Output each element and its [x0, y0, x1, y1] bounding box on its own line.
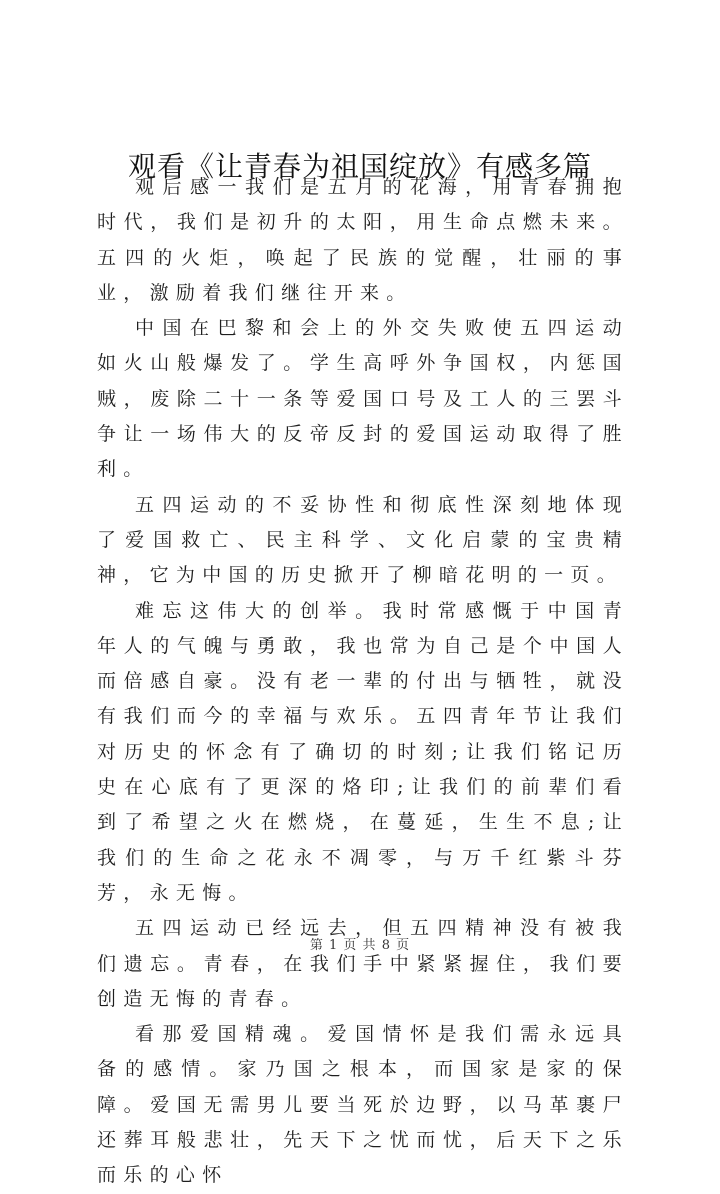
paragraph-3: 五四运动的不妥协性和彻底性深刻地体现了爱国救亡、民主科学、文化启蒙的宝贵精神，它为中国的历史掀开了柳暗花明的一页。: [97, 493, 629, 587]
document-body: [97, 170, 629, 1194]
paragraph-2: 中国在巴黎和会上的外交失败使五四运动如火山般爆发了。学生高呼外争国权，内惩国贼，废除二十一条等爱国口号及工人的三罢斗争让一场伟大的反帝反封的爱国运动取得了胜利。: [97, 317, 629, 481]
document-title: 观看《让青春为祖国绽放》有感多篇: [127, 149, 592, 183]
paragraph-1: 观后感一我们是五月的花海，用青春拥抱时代，我们是初升的太阳，用生命点燃未来。五四的火炬，唤起了民族的觉醒，壮丽的事业，激励着我们继往开来。: [97, 176, 629, 304]
page-number-footer: 第 1 页 共 8 页: [309, 938, 411, 953]
paragraph-5: 五四运动已经远去，但五四精神没有被我们遗忘。青春，在我们手中紧紧握住，我们要创造无悔的青春。: [97, 917, 629, 1010]
paragraph-4: 难忘这伟大的创举。我时常感慨于中国青年人的气魄与勇敢，我也常为自己是个中国人而倍感自豪。没有老一辈的付出与牺牲，就没有我们而今的幸福与欢乐。五四青年节让我们对历史的怀念有了确切的时刻;让我们铭记历史在心底有了更深的烙印;让我们的前辈们看到了希望之火在燃烧，在蔓延，生生不息;让我们的生命之花永不凋零，与万千红紫斗芬芳，永无悔。: [97, 599, 629, 904]
paragraph-6: 看那爱国精魂。爱国情怀是我们需永远具备的感情。家乃国之根本，而国家是家的保障。爱国无需男儿要当死於边野，以马革裹尸还葬耳般悲壮，先天下之忧而忧，后天下之乐而乐的心怀: [97, 1023, 629, 1187]
